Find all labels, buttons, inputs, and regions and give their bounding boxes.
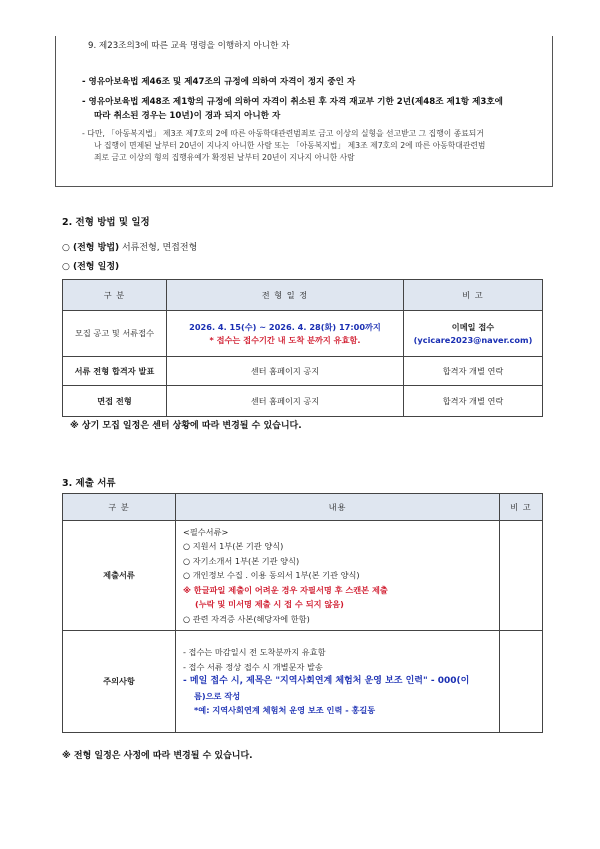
row-label: 제출서류: [63, 521, 176, 631]
docs-header-remark: 비 고: [500, 494, 543, 521]
application-period: 2026. 4. 15(수) ~ 2026. 4. 28(화) 17:00까지: [189, 321, 381, 332]
method-value: 서류전형, 면접전형: [119, 243, 198, 253]
row-period: 센터 홈페이지 공지: [167, 386, 404, 417]
row-label: 서류 전형 합격자 발표: [63, 357, 167, 386]
schedule-table: [62, 279, 543, 417]
row-label: 면접 전형: [63, 386, 167, 417]
docs-header-category: 구 분: [63, 494, 176, 521]
eligibility-item-9: 9. 제23조의3에 따른 교육 명령을 이행하지 아니한 자: [88, 41, 290, 51]
required-docs-header: <필수서류>: [183, 526, 229, 537]
row-remark: [500, 521, 543, 631]
row-period: [167, 311, 404, 357]
eligibility-item-a: - 영유아보육법 제46조 및 제47조의 규정에 의하여 자격이 정지 중인 자: [82, 77, 356, 87]
table-row: [63, 521, 543, 631]
doc-self-intro: ○ 자기소개서 1부(본 기관 양식): [183, 555, 300, 566]
caution-content: [176, 631, 500, 733]
caution-example: *예: 지역사회연계 체험처 운영 보조 인력 - 홍길동: [194, 705, 376, 716]
doc-certificate: ○ 관련 자격증 사본(해당자에 한함): [183, 613, 310, 624]
eligibility-item-c2: 나 집행이 면제된 날부터 20년이 지나지 아니한 사람 또는 「아동복지법」 제3조 제7호의 2에 따른 아동학대관련범: [94, 141, 486, 150]
caution-sms: - 접수 서류 정상 접수 시 개별문자 발송: [183, 661, 323, 672]
schedule-label: ○ (전형 일정): [62, 262, 120, 272]
eligibility-item-b1: - 영유아보육법 제48조 제1항의 규정에 의하여 자격이 취소된 후 자격 재교부 기한 2년(제48조 제1항 제3호에: [82, 97, 503, 107]
doc-application: ○ 지원서 1부(본 기관 양식): [183, 541, 284, 552]
documents-content: [176, 521, 500, 631]
section-2-title: 2. 전형 방법 및 일정: [62, 217, 150, 228]
row-label: 모집 공고 및 서류접수: [63, 311, 167, 357]
period-note: * 접수는 접수기간 내 도착 분까지 유효함.: [209, 334, 361, 345]
schedule-note: ※ 상기 모집 일정은 센터 상황에 따라 변경될 수 있습니다.: [70, 421, 302, 431]
row-period: 센터 홈페이지 공지: [167, 357, 404, 386]
caution-mail-subject-cont: 름)으로 작성: [194, 690, 241, 701]
documents-table: [62, 493, 543, 733]
email-label: 이메일 접수: [451, 322, 495, 332]
row-remark: 합격자 개별 연락: [404, 386, 543, 417]
table-row: [63, 631, 543, 733]
scan-note-detail: (누락 및 미서명 제출 시 접 수 되지 않음): [195, 599, 344, 610]
caution-deadline: - 접수는 마감일시 전 도착분까지 유효함: [183, 647, 326, 658]
caution-mail-subject: - 메일 접수 시, 제목은 "지역사회연계 체험처 운영 보조 인력" - 000(이: [183, 676, 470, 687]
table-row: [63, 357, 543, 386]
table-row: [63, 311, 543, 357]
row-remark: [500, 631, 543, 733]
docs-header-content: 내용: [176, 494, 500, 521]
selection-method: [62, 240, 197, 253]
final-note: ※ 전형 일정은 사정에 따라 변경될 수 있습니다.: [62, 751, 253, 761]
eligibility-item-c3: 죄로 금고 이상의 형의 집행유예가 확정된 날부터 20년이 지나지 아니한 사람: [94, 153, 355, 162]
section-3-title: 3. 제출 서류: [62, 478, 116, 489]
table-row: [63, 386, 543, 417]
row-label: 주의사항: [63, 631, 176, 733]
row-remark: [404, 311, 543, 357]
eligibility-item-c1: - 다만, 「아동복지법」 제3조 제7호의 2에 따른 아동학대관련범죄로 금고 이상의 실형을 선고받고 그 집행이 종료되거: [82, 129, 484, 138]
schedule-header-date: 전 형 일 정: [167, 280, 404, 311]
eligibility-item-b2: 따라 취소된 경우는 10년)이 경과 되지 아니한 자: [94, 111, 281, 121]
schedule-header-remark: 비 고: [404, 280, 543, 311]
email-address: (ycicare2023@naver.com): [413, 335, 533, 345]
row-remark: 합격자 개별 연락: [404, 357, 543, 386]
method-label: ○ (전형 방법): [62, 243, 120, 253]
doc-privacy-consent: ○ 개인정보 수집 . 이용 동의서 1부(본 기관 양식): [183, 570, 360, 581]
schedule-header-category: 구 분: [63, 280, 167, 311]
scan-note: ※ 한글파일 제출이 어려운 경우 자필서명 후 스캔본 제출: [183, 584, 388, 595]
